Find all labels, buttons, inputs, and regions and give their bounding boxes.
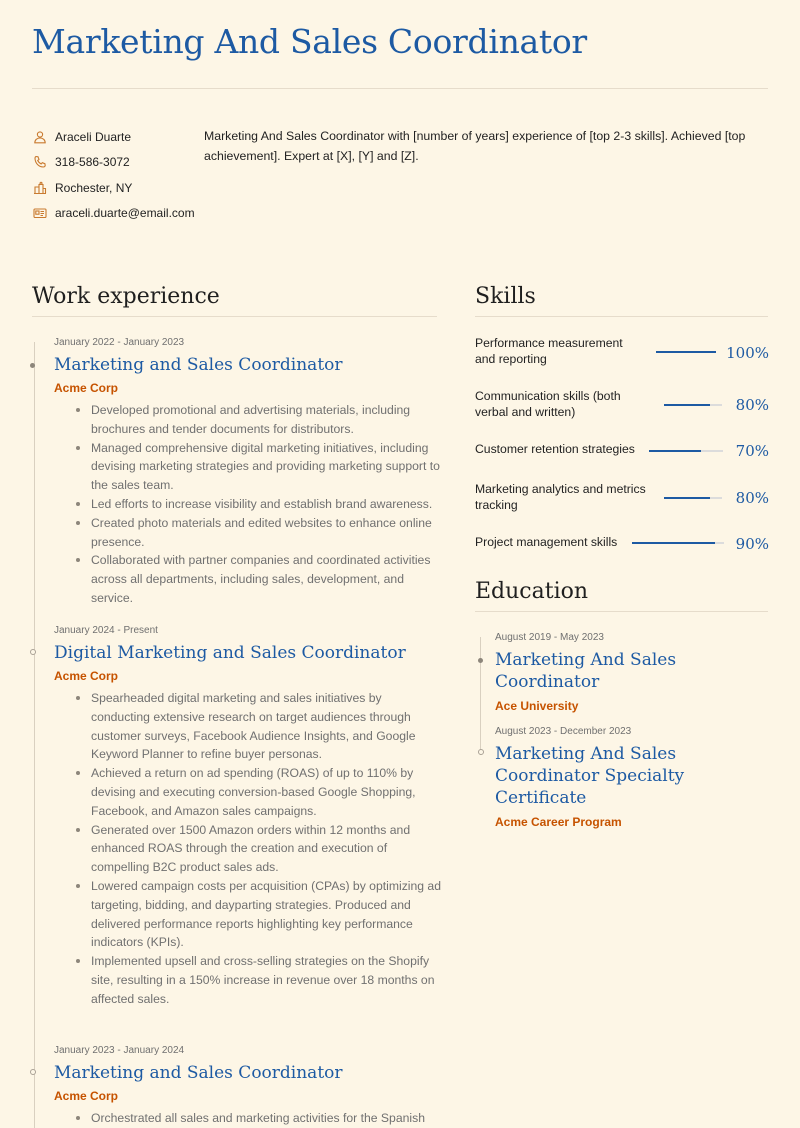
title-divider bbox=[32, 88, 768, 89]
job-entry-1 bbox=[32, 337, 442, 608]
skill-name: Communication skills (both verbal and written) bbox=[475, 389, 621, 419]
timeline-dot bbox=[30, 1069, 36, 1075]
skill-percent: 70% bbox=[735, 442, 769, 460]
skill-percent: 80% bbox=[735, 396, 769, 414]
skill-item bbox=[475, 442, 769, 458]
skill-bar-fill bbox=[649, 450, 701, 452]
job-entry-3 bbox=[32, 1045, 442, 1128]
job-bullets bbox=[72, 689, 442, 1009]
education-title: Marketing And Sales Coordinator bbox=[495, 650, 677, 692]
job-company: Acme Corp bbox=[54, 669, 119, 683]
skill-item bbox=[475, 336, 769, 367]
job-bullet: Developed promotional and advertising materials, including brochures and tender documents for distributors. bbox=[91, 401, 442, 439]
summary-text: Marketing And Sales Coordinator with [number of years] experience of [top 2-3 skills]. Achieved [top achievement]. Expert at [X], [Y] and [Z]. bbox=[204, 129, 746, 163]
job-bullet: Collaborated with partner companies and coordinated activities across all departments, including sales, development, and service. bbox=[91, 551, 442, 607]
job-company: Acme Corp bbox=[54, 1089, 119, 1103]
skill-name: Marketing analytics and metrics tracking bbox=[475, 482, 646, 512]
job-bullet: Implemented upsell and cross-selling strategies on the Shopify site, resulting in a 150% increase in revenue over 18 months on affected sales. bbox=[91, 952, 442, 1008]
skill-bar bbox=[632, 542, 724, 544]
skill-name: Customer retention strategies bbox=[475, 442, 635, 456]
education-divider bbox=[475, 611, 768, 612]
education-school: Ace University bbox=[495, 699, 579, 713]
skill-bar bbox=[656, 351, 716, 353]
contact-location bbox=[33, 175, 203, 201]
job-date: January 2024 - Present bbox=[54, 625, 158, 636]
job-bullet: Managed comprehensive digital marketing initiatives, including devising marketing strategies and providing marketing support to the sales team. bbox=[91, 439, 442, 495]
education-school: Acme Career Program bbox=[495, 815, 622, 829]
skill-bar-fill bbox=[656, 351, 716, 353]
contact-name-text: Araceli Duarte bbox=[55, 129, 132, 144]
skill-percent: 80% bbox=[735, 489, 769, 507]
job-title: Marketing and Sales Coordinator bbox=[54, 355, 343, 375]
person-icon bbox=[33, 130, 47, 144]
skill-name: Project management skills bbox=[475, 535, 618, 549]
timeline-dot bbox=[478, 658, 483, 663]
job-bullet: Generated over 1500 Amazon orders within 12 months and enhanced ROAS through the creation and execution of compelling B2C product sales ads. bbox=[91, 821, 442, 877]
contact-location-text: Rochester, NY bbox=[55, 180, 133, 195]
job-bullet: Achieved a return on ad spending (ROAS) of up to 110% by devising and executing conversion-based Google Shopping, Facebook, and Amazon sales campaigns. bbox=[91, 764, 442, 820]
job-title: Marketing and Sales Coordinator bbox=[54, 1063, 343, 1083]
skills-divider bbox=[475, 316, 768, 317]
job-date: January 2022 - January 2023 bbox=[54, 337, 185, 348]
job-company: Acme Corp bbox=[54, 381, 119, 395]
education-entry-2 bbox=[475, 726, 775, 829]
education-date: August 2023 - December 2023 bbox=[495, 726, 632, 737]
contact-email-text: araceli.duarte@email.com bbox=[55, 206, 195, 221]
skill-name: Performance measurement and reporting bbox=[475, 336, 623, 366]
skill-item bbox=[475, 482, 769, 513]
skill-bar-fill bbox=[632, 542, 715, 544]
skill-bar-fill bbox=[664, 497, 710, 499]
skill-item bbox=[475, 389, 769, 420]
location-icon bbox=[33, 181, 47, 195]
timeline-dot bbox=[30, 363, 35, 368]
email-icon bbox=[33, 206, 47, 220]
skill-percent: 90% bbox=[735, 535, 769, 553]
job-bullet: Orchestrated all sales and marketing activities for the Spanish bbox=[91, 1109, 442, 1128]
timeline-dot bbox=[478, 749, 484, 755]
job-bullets bbox=[72, 1109, 442, 1128]
contact-email[interactable] bbox=[33, 201, 203, 227]
education-date: August 2019 - May 2023 bbox=[495, 632, 604, 643]
skill-percent: 100% bbox=[726, 344, 769, 362]
skill-bar-fill bbox=[664, 404, 710, 406]
job-bullet: Led efforts to increase visibility and establish brand awareness. bbox=[91, 495, 442, 514]
contact-name bbox=[33, 124, 203, 150]
education-entry-1 bbox=[475, 632, 775, 713]
contact-phone[interactable] bbox=[33, 150, 203, 176]
education-title: Marketing And Sales Coordinator Specialty Certificate bbox=[495, 744, 685, 808]
job-bullets bbox=[72, 401, 442, 608]
timeline-dot bbox=[30, 649, 36, 655]
skill-item bbox=[475, 535, 769, 551]
job-title: Digital Marketing and Sales Coordinator bbox=[54, 643, 406, 663]
contact-phone-text: 318-586-3072 bbox=[55, 155, 130, 170]
page-title: Marketing And Sales Coordinator bbox=[32, 22, 587, 61]
skill-bar bbox=[664, 404, 722, 406]
phone-icon bbox=[33, 155, 47, 169]
job-bullet: Spearheaded digital marketing and sales initiatives by conducting extensive research on target audiences through customer surveys, Facebook Audience Insights, and Google Keyword Planner to refine buyer personas. bbox=[91, 689, 442, 764]
skill-bar bbox=[664, 497, 722, 499]
education-heading: Education bbox=[475, 579, 589, 604]
skill-bar bbox=[649, 450, 723, 452]
skills-heading: Skills bbox=[475, 284, 536, 309]
contact-list bbox=[33, 124, 203, 226]
job-bullet: Lowered campaign costs per acquisition (CPAs) by optimizing ad targeting, bidding, and dayparting strategies. Produced and delivered performance reports highlighting key performance indicators (KPIs). bbox=[91, 877, 442, 952]
job-bullet: Created photo materials and edited websites to enhance online presence. bbox=[91, 514, 442, 552]
job-entry-2 bbox=[32, 625, 442, 1009]
work-experience-heading: Work experience bbox=[32, 284, 220, 309]
job-date: January 2023 - January 2024 bbox=[54, 1045, 185, 1056]
work-experience-divider bbox=[32, 316, 437, 317]
